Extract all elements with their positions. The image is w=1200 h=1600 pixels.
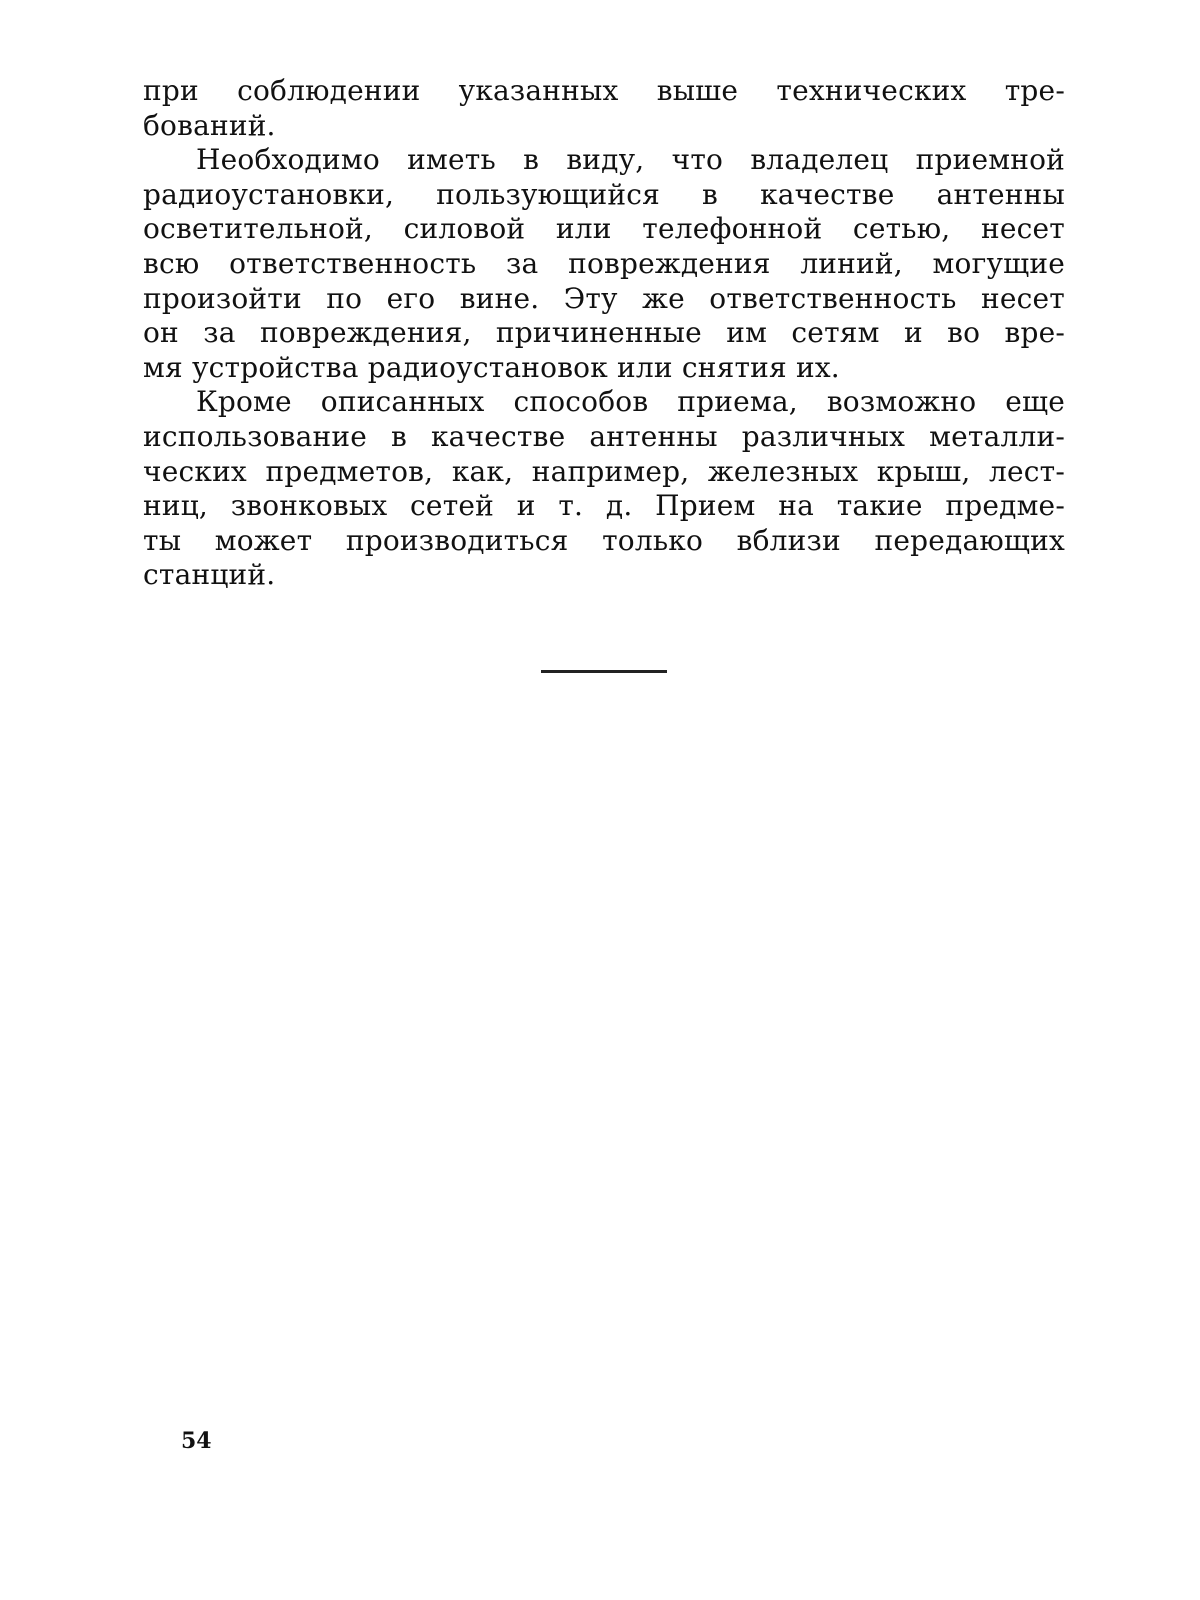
text-line: Необходимо иметь в виду, что владелец приемной	[196, 143, 1065, 177]
text-line: при соблюдении указанных выше технических тре-	[143, 74, 1065, 107]
text-line: произойти по его вине. Эту же ответственность несет	[143, 281, 1065, 315]
page-number: 54	[181, 1428, 212, 1454]
text-line: ческих предметов, как, например, железных крыш, лест-	[143, 454, 1065, 488]
section-divider	[541, 670, 667, 673]
text-line: мя устройства радиоустановок или снятия их.	[143, 350, 840, 384]
text-line: ниц, звонковых сетей и т. д. Прием на такие предме-	[143, 489, 1065, 523]
text-line: ты может производиться только вблизи передающих	[143, 523, 1065, 557]
text-line: он за повреждения, причиненные им сетям и во вре-	[143, 316, 1065, 350]
text-line: станций.	[143, 558, 276, 592]
text-line: осветительной, силовой или телефонной сетью, несет	[143, 212, 1065, 246]
text-line: бований.	[143, 108, 276, 142]
body-text	[143, 74, 1065, 593]
text-line: радиоустановки, пользующийся в качестве антенны	[143, 177, 1065, 211]
text-line: всю ответственность за повреждения линий, могущие	[143, 246, 1065, 280]
text-line: Кроме описанных способов приема, возможно еще	[196, 385, 1065, 419]
text-line: использование в качестве антенны различных металли-	[143, 419, 1065, 453]
